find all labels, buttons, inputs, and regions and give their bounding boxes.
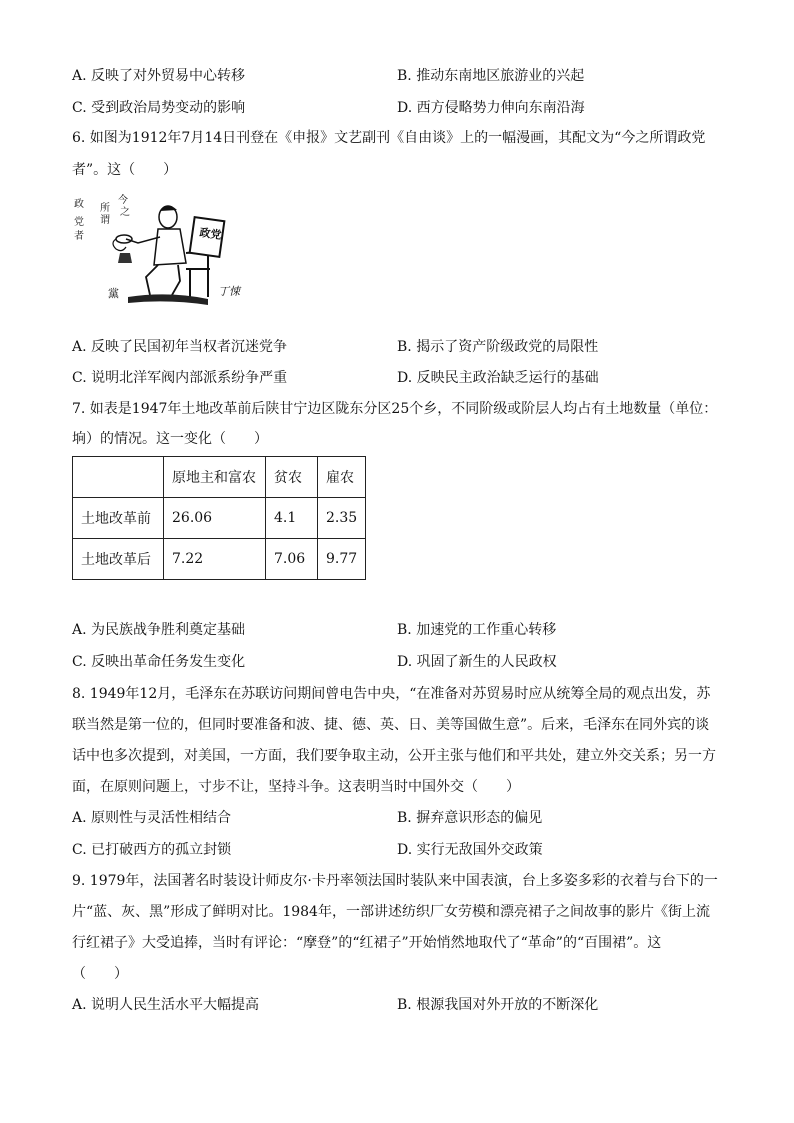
caption-char-6: 党 bbox=[74, 217, 84, 228]
q8-stem-line-2: 联当然是第一位的，但同时要准备和波、捷、德、英、日、美等国做生意”。后来，毛泽东在同外宾的谈 bbox=[72, 717, 710, 733]
land-table bbox=[72, 456, 366, 580]
table-cell: 土地改革前 bbox=[73, 498, 164, 539]
table-header-cell: 原地主和富农 bbox=[164, 457, 266, 498]
caption-char-4: 谓 bbox=[100, 215, 110, 226]
artist-signature: 丁悚 bbox=[218, 285, 240, 298]
table-header-cell bbox=[73, 457, 164, 498]
table-cell: 9.77 bbox=[318, 539, 366, 580]
q5-option-c: C. 受到政治局势变动的影响 bbox=[72, 100, 246, 116]
q8-option-a: A. 原则性与灵活性相结合 bbox=[72, 810, 232, 826]
cartoon-figure bbox=[68, 193, 260, 313]
q9-stem-line-4: （ ） bbox=[72, 966, 128, 982]
q6-option-c: C. 说明北洋军阀内部派系纷争严重 bbox=[72, 370, 288, 386]
q9-option-b: B. 根源我国对外开放的不断深化 bbox=[397, 997, 599, 1013]
figure-bottom-label: 黨 bbox=[108, 287, 119, 300]
q9-stem-line-3: 行红裙子》大受追捧，当时有评论：“摩登”的“红裙子”开始悄然地取代了“革命”的“百围裙”。这 bbox=[72, 935, 662, 951]
caption-char-1: 今 bbox=[118, 195, 128, 206]
q9-stem-line-1: 9. 1979年，法国著名时装设计师皮尔·卡丹率领法国时装队来中国表演，台上多姿多彩的衣着与台下的一 bbox=[72, 873, 718, 889]
q6-option-d: D. 反映民主政治缺乏运行的基础 bbox=[397, 370, 599, 386]
q8-stem-line-4: 面，在原则问题上，寸步不让，坚持斗争。这表明当时中国外交（ ） bbox=[72, 779, 520, 795]
q7-stem-line-2: 垧）的情况。这一变化（ ） bbox=[72, 431, 268, 447]
caption-char-2: 之 bbox=[120, 207, 130, 218]
q8-option-b: B. 摒弃意识形态的偏见 bbox=[397, 810, 543, 826]
q6-option-a: A. 反映了民国初年当权者沉迷党争 bbox=[72, 339, 288, 355]
table-header-row bbox=[73, 457, 366, 498]
q7-option-c: C. 反映出革命任务发生变化 bbox=[72, 654, 246, 670]
q9-option-a: A. 说明人民生活水平大幅提高 bbox=[72, 997, 260, 1013]
table-row bbox=[73, 539, 366, 580]
q7-stem-line-1: 7. 如表是1947年土地改革前后陕甘宁边区陇东分区25个乡，不同阶级或阶层人均占有土地数量（单位： bbox=[72, 401, 718, 417]
q5-option-a: A. 反映了对外贸易中心转移 bbox=[72, 68, 246, 84]
table-cell: 7.22 bbox=[164, 539, 266, 580]
table-cell: 2.35 bbox=[318, 498, 366, 539]
table-header-cell: 雇农 bbox=[318, 457, 366, 498]
q7-option-d: D. 巩固了新生的人民政权 bbox=[397, 654, 557, 670]
q5-option-b: B. 推动东南地区旅游业的兴起 bbox=[397, 68, 585, 84]
q9-stem-line-2: 片“蓝、灰、黑”形成了鲜明对比。1984年，一部讲述纺织厂女劳模和漂亮裙子之间故事的影片《街上流 bbox=[72, 904, 710, 920]
table-cell: 4.1 bbox=[266, 498, 318, 539]
table-header-cell: 贫农 bbox=[266, 457, 318, 498]
poster-text: 政党 bbox=[198, 225, 223, 242]
table-cell: 土地改革后 bbox=[73, 539, 164, 580]
q8-stem-line-3: 话中也多次提到，对美国，一方面，我们要争取主动，公开主张与他们和平共处，建立外交关系；另一方 bbox=[72, 748, 716, 764]
table-cell: 7.06 bbox=[266, 539, 318, 580]
caption-char-3: 所 bbox=[100, 203, 110, 214]
caption-char-7: 者 bbox=[74, 231, 84, 242]
q6-stem-line-2: 者”。这（ ） bbox=[72, 162, 178, 178]
q8-stem-line-1: 8. 1949年12月，毛泽东在苏联访问期间曾电告中央，“在准备对苏贸易时应从统筹全局的观点出发，苏 bbox=[72, 686, 711, 702]
q8-option-c: C. 已打破西方的孤立封锁 bbox=[72, 842, 232, 858]
q6-stem-line-1: 6. 如图为1912年7月14日刊登在《申报》文艺副刊《自由谈》上的一幅漫画，其配文为“今之所谓政党 bbox=[72, 130, 706, 146]
q8-option-d: D. 实行无敌国外交政策 bbox=[397, 842, 543, 858]
q7-option-b: B. 加速党的工作重心转移 bbox=[397, 622, 557, 638]
q5-option-d: D. 西方侵略势力伸向东南沿海 bbox=[397, 100, 585, 116]
table-cell: 26.06 bbox=[164, 498, 266, 539]
table-row bbox=[73, 498, 366, 539]
q7-option-a: A. 为民族战争胜利奠定基础 bbox=[72, 622, 246, 638]
caption-char-5: 政 bbox=[74, 199, 84, 210]
q6-option-b: B. 揭示了资产阶级政党的局限性 bbox=[397, 339, 599, 355]
